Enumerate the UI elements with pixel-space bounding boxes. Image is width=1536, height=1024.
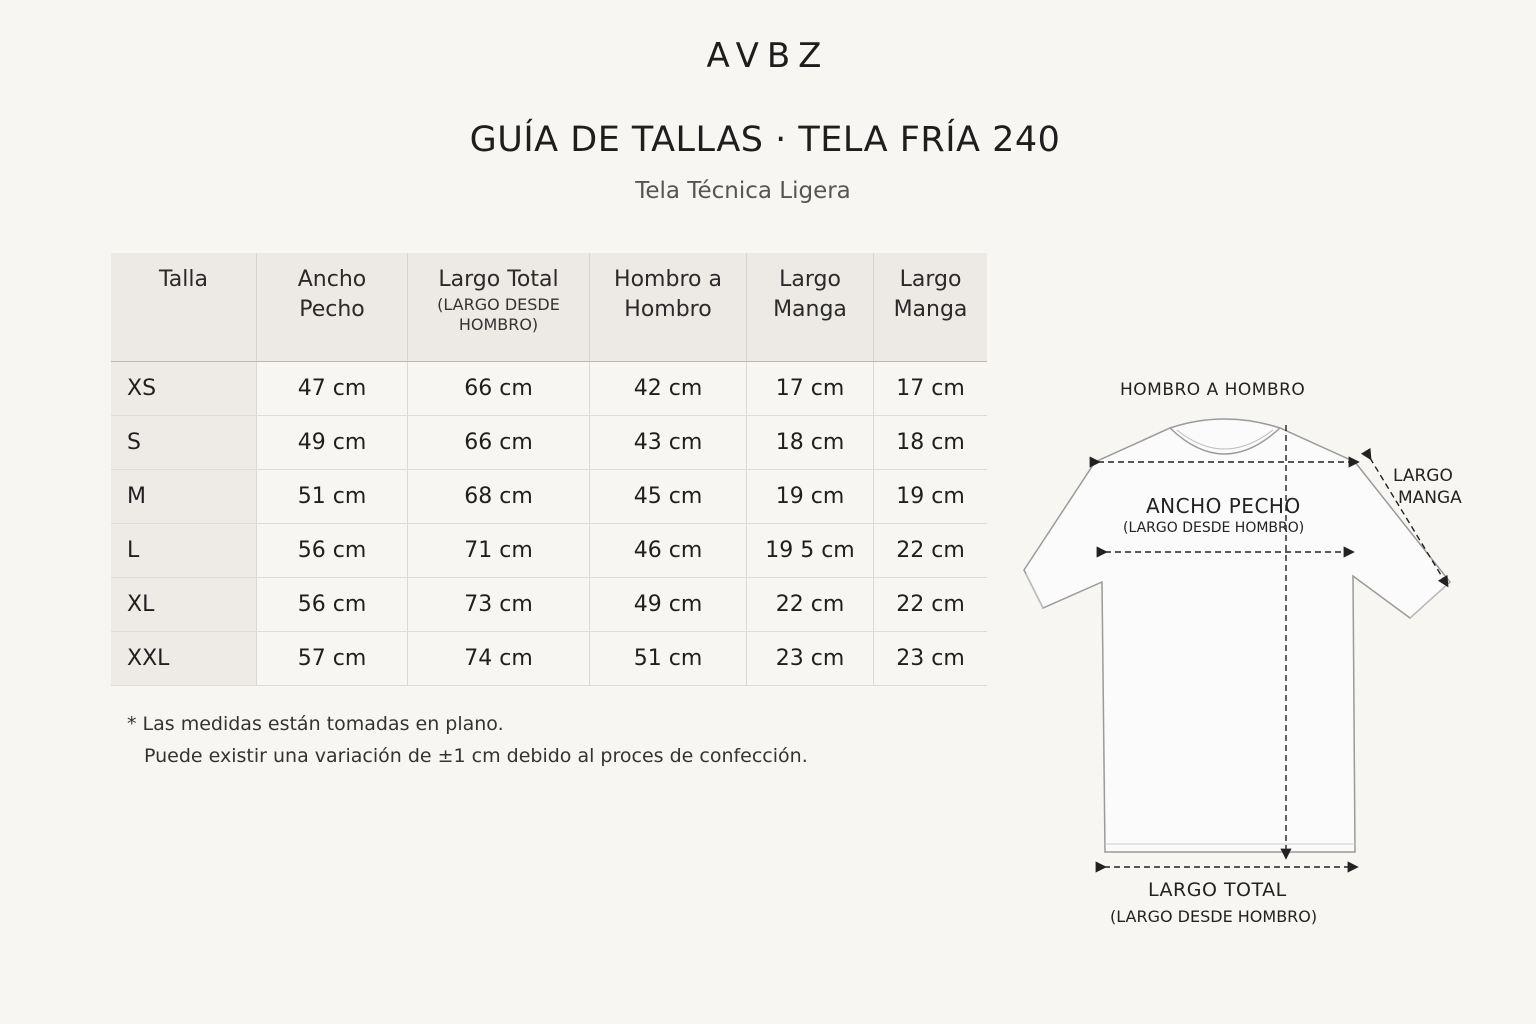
table-cell: 49 cm: [257, 416, 408, 470]
table-cell: 22 cm: [874, 524, 988, 578]
note-line-1: * Las medidas están tomadas en plano.: [127, 713, 504, 735]
size-cell: XL: [111, 578, 257, 632]
tshirt-diagram: [1010, 370, 1510, 940]
table-cell: 73 cm: [408, 578, 590, 632]
sleeve-label-line1: LARGO: [1393, 466, 1453, 486]
table-cell: 74 cm: [408, 632, 590, 686]
table-header-row: [111, 253, 987, 362]
table-row: [111, 362, 987, 416]
table-cell: 19 cm: [747, 470, 874, 524]
size-cell: L: [111, 524, 257, 578]
note-line-2: Puede existir una variación de ±1 cm debido al proces de confección.: [144, 745, 808, 767]
table-cell: 49 cm: [590, 578, 747, 632]
table-cell: 51 cm: [590, 632, 747, 686]
table-cell: 17 cm: [747, 362, 874, 416]
table-row: [111, 470, 987, 524]
table-cell: 17 cm: [874, 362, 988, 416]
table-cell: 56 cm: [257, 578, 408, 632]
page-subtitle: Tela Técnica Ligera: [635, 178, 851, 204]
shoulder-label: HOMBRO A HOMBRO: [1120, 380, 1306, 400]
table-cell: 19 cm: [874, 470, 988, 524]
table-cell: 46 cm: [590, 524, 747, 578]
table-row: [111, 632, 987, 686]
table-cell: 18 cm: [874, 416, 988, 470]
table-cell: 18 cm: [747, 416, 874, 470]
chest-sub-label: (LARGO DESDE HOMBRO): [1123, 520, 1305, 536]
tshirt-illustration: [1010, 370, 1510, 940]
header-ancho-pecho: Ancho Pecho: [257, 253, 408, 362]
header-largo-manga-1: Largo Manga: [747, 253, 874, 362]
table-row: [111, 416, 987, 470]
table-cell: 43 cm: [590, 416, 747, 470]
size-cell: XS: [111, 362, 257, 416]
table-cell: 47 cm: [257, 362, 408, 416]
table-cell: 66 cm: [408, 416, 590, 470]
table-cell: 19 5 cm: [747, 524, 874, 578]
sleeve-label-line2: MANGA: [1398, 488, 1462, 508]
chest-label: ANCHO PECHO: [1146, 494, 1301, 518]
brand-logo: AVBZ: [706, 36, 830, 76]
header-talla: Talla: [111, 253, 257, 362]
table-cell: 42 cm: [590, 362, 747, 416]
table-cell: 66 cm: [408, 362, 590, 416]
length-label: LARGO TOTAL: [1148, 879, 1287, 901]
size-table: [111, 253, 987, 686]
header-largo-total: Largo Total (LARGO DESDE HOMBRO): [408, 253, 590, 362]
table-cell: 68 cm: [408, 470, 590, 524]
header-hombro: Hombro a Hombro: [590, 253, 747, 362]
table-cell: 51 cm: [257, 470, 408, 524]
size-cell: XXL: [111, 632, 257, 686]
table-cell: 22 cm: [747, 578, 874, 632]
table-cell: 57 cm: [257, 632, 408, 686]
measurement-note: [127, 708, 808, 772]
table-row: [111, 578, 987, 632]
table-cell: 22 cm: [874, 578, 988, 632]
table-row: [111, 524, 987, 578]
size-cell: S: [111, 416, 257, 470]
table-cell: 23 cm: [747, 632, 874, 686]
size-cell: M: [111, 470, 257, 524]
header-largo-manga-2: Largo Manga: [874, 253, 988, 362]
page-title: GUÍA DE TALLAS · TELA FRÍA 240: [469, 120, 1061, 160]
table-cell: 71 cm: [408, 524, 590, 578]
table-cell: 56 cm: [257, 524, 408, 578]
table-cell: 45 cm: [590, 470, 747, 524]
table-cell: 23 cm: [874, 632, 988, 686]
length-sub-label: (LARGO DESDE HOMBRO): [1110, 907, 1318, 926]
